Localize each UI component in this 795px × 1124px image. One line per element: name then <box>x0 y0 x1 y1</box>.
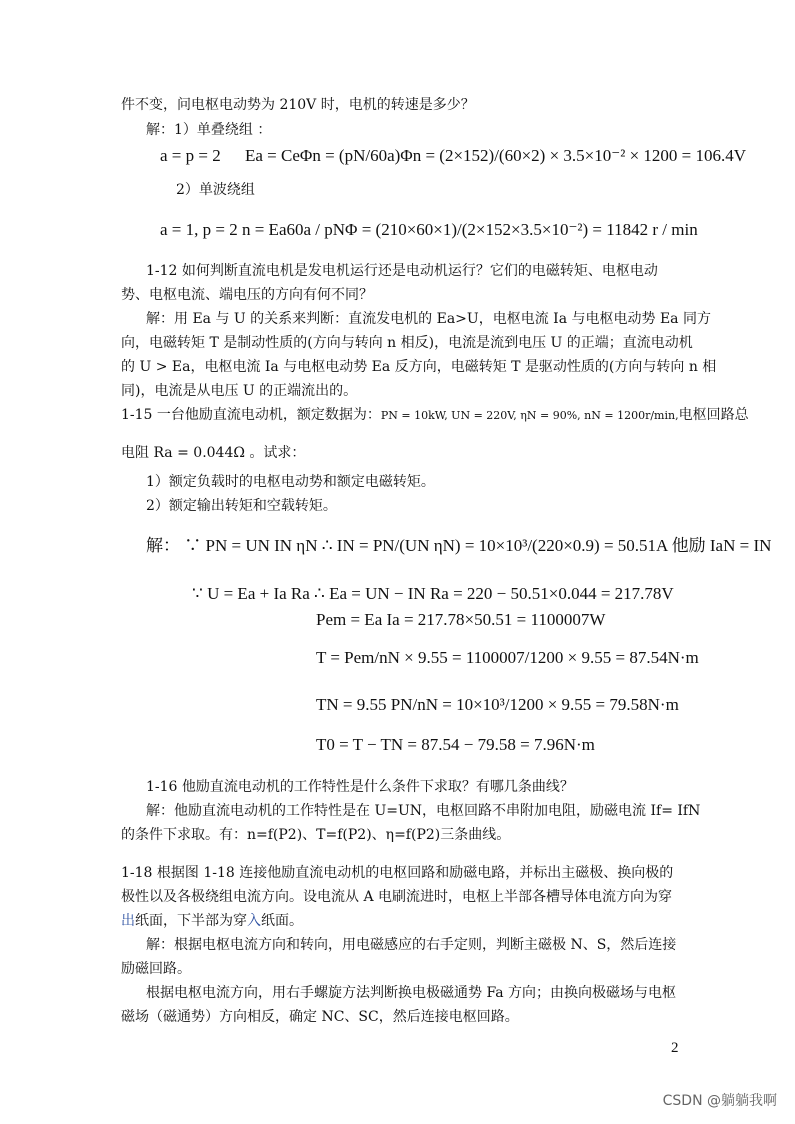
q1-15-item1: 1）额定负载时的电枢电动势和额定电磁转矩。 <box>146 474 435 490</box>
q1-18-out-word: 出 <box>121 913 135 929</box>
q1-12-answer-line1: 解：用 Ea 与 U 的关系来判断：直流发电机的 Ea>U，电枢电流 Ia 与电枢电动势 Ea 同方 <box>146 311 711 327</box>
q1-15-solution-eq6: T0 = T − TN = 87.54 − 79.58 = 7.96N·m <box>316 735 595 754</box>
q1-12-question-line1: 1-12 如何判断直流电机是发电机运行还是电动机运行？它们的电磁转矩、电枢电动 <box>146 263 658 279</box>
q1-15-question-prefix: 1-15 一台他励直流电动机，额定数据为： <box>121 407 381 423</box>
q1-18-answer-line2: 励磁回路。 <box>121 961 191 977</box>
q1-12-question-line2: 势、电枢电流、端电压的方向有何不同？ <box>121 287 373 303</box>
q1-15-question-line1 <box>121 405 749 426</box>
q1-15-solution-eq5: TN = 9.55 PN/nN = 10×10³/1200 × 9.55 = 79.58N·m <box>316 695 679 714</box>
q1-16-question: 1-16 他励直流电动机的工作特性是什么条件下求取？有哪几条曲线？ <box>146 779 574 795</box>
q1-15-question-line2: 电阻 Ra = 0.044Ω 。试求： <box>121 445 306 461</box>
q1-12-answer-line4: 同)，电流是从电压 U 的正端流出的。 <box>121 383 358 399</box>
q1-18-answer-line3: 根据电枢电流方向，用右手螺旋方法判断换电极磁通势 Fa 方向；由换向极磁场与电枢 <box>146 985 677 1001</box>
q1-15-solution-eq4: T = Pem/nN × 9.55 = 1100007/1200 × 9.55 = 87.54N·m <box>316 648 699 667</box>
q1-15-item2: 2）额定输出转矩和空载转矩。 <box>146 498 337 514</box>
q1-15-solution-eq1: 解： ∵ PN = UN IN ηN ∴ IN = PN/(UN ηN) = 10×10³/(220×0.9) = 50.51A 他励 IaN = IN <box>146 536 772 555</box>
q1-18-question-line2: 极性以及各极绕组电流方向。设电流从 A 电刷流进时，电枢上半部各槽导体电流方向为穿 <box>121 889 673 905</box>
q1-11-continuation: 件不变，问电枢电动势为 210V 时，电机的转速是多少？ <box>121 97 475 113</box>
q1-15-rated-data: PN = 10kW, UN = 220V, ηN = 90%, nN = 1200r/min, <box>380 409 679 422</box>
q1-18-mid-text: 纸面，下半部为穿 <box>135 913 247 929</box>
q1-18-in-word: 入 <box>247 913 261 929</box>
q1-12-answer-line3: 的 U > Ea，电枢电流 Ia 与电枢电动势 Ea 反方向，电磁转矩 T 是驱动性质的(方向与转向 n 相 <box>121 359 717 375</box>
q1-18-end-text: 纸面。 <box>261 913 303 929</box>
q1-15-solution-eq3: Pem = Ea Ia = 217.78×50.51 = 1100007W <box>316 610 606 629</box>
q1-11-solution-heading: 解：1）单叠绕组 ： <box>146 122 272 138</box>
csdn-watermark: CSDN @躺躺我啊 <box>662 1093 777 1109</box>
q1-18-question-line3 <box>121 911 303 931</box>
q1-11-equation-lap: Ea = CeΦn = (pN/60a)Φn = (2×152)/(60×2) × 3.5×10⁻² × 1200 = 106.4V <box>245 146 747 165</box>
q1-18-question-line1: 1-18 根据图 1-18 连接他励直流电动机的电枢回路和励磁电路，并标出主磁极、换向极的 <box>121 865 674 881</box>
q1-11-equation-lap-a: a = p = 2 <box>160 146 221 165</box>
q1-16-answer-line2: 的条件下求取。有：n=f(P2)、T=f(P2)、η=f(P2)三条曲线。 <box>121 827 511 843</box>
page-number: 2 <box>671 1040 679 1056</box>
q1-16-answer-line1: 解：他励直流电动机的工作特性是在 U=UN，电枢回路不串附加电阻，励磁电流 If= IfN <box>146 803 701 819</box>
q1-18-answer-line4: 磁场（磁通势）方向相反，确定 NC、SC，然后连接电枢回路。 <box>121 1009 519 1025</box>
q1-15-solution-eq2: ∵ U = Ea + Ia Ra ∴ Ea = UN − IN Ra = 220 − 50.51×0.044 = 217.78V <box>192 584 674 603</box>
q1-11-equation-wave: a = 1, p = 2 n = Ea60a / pNΦ = (210×60×1)/(2×152×3.5×10⁻²) = 11842 r / min <box>160 220 698 239</box>
q1-18-answer-line1: 解：根据电枢电流方向和转向，用电磁感应的右手定则，判断主磁极 N、S，然后连接 <box>146 937 677 953</box>
q1-15-question-suffix: 电枢回路总 <box>678 407 749 423</box>
q1-12-answer-line2: 向，电磁转矩 T 是制动性质的(方向与转向 n 相反)，电流是流到电压 U 的正端；直流电动机 <box>121 335 693 351</box>
q1-11-wave-heading: 2）单波绕组 <box>176 182 255 198</box>
